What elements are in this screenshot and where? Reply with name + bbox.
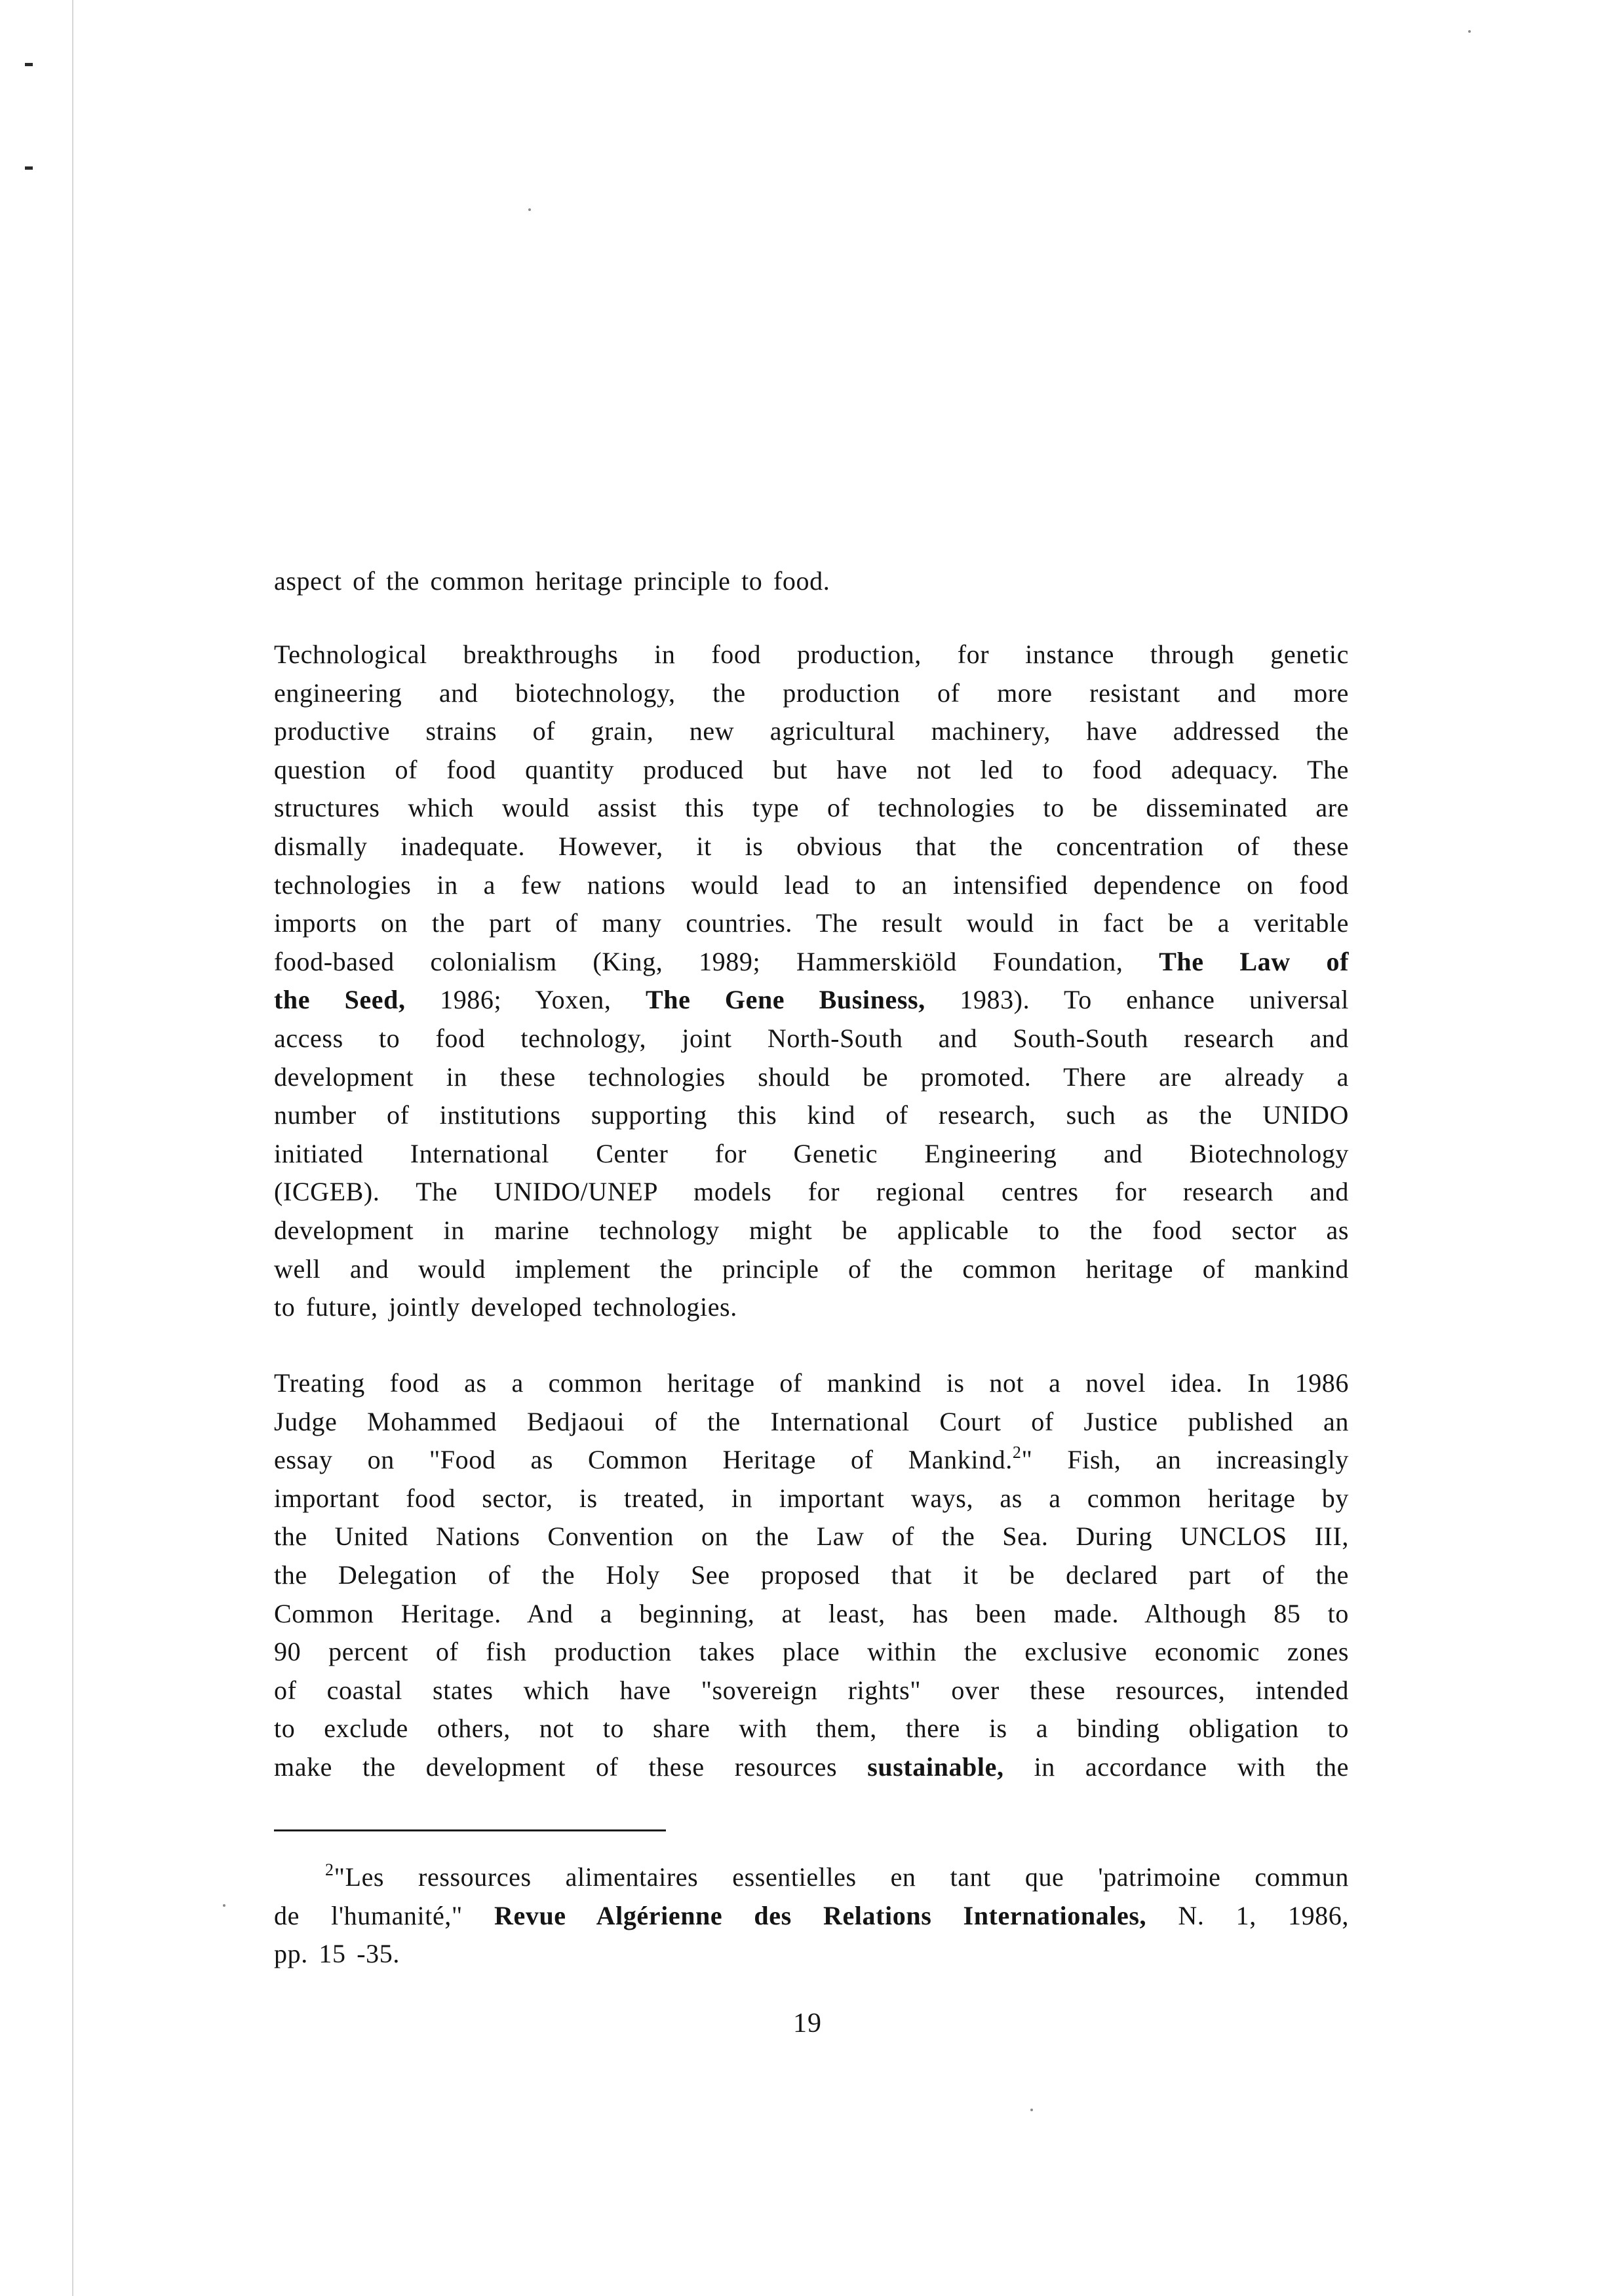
paragraph-technology bbox=[274, 636, 1349, 1327]
scan-speck bbox=[1468, 30, 1471, 33]
text-line: imports on the part of many countries. The result would in fact be a veritable bbox=[274, 908, 1349, 938]
text-line: question of food quantity produced but have not led to food adequacy. The bbox=[274, 754, 1349, 784]
book-title-law-of-the-seed-end: the Seed, bbox=[274, 985, 406, 1015]
text-line: to exclude others, not to share with them, there is a binding obligation to bbox=[274, 1713, 1349, 1744]
text-run: food-based colonialism (King, 1989; Hammerskiöld Foundation, bbox=[274, 946, 1123, 976]
text-run: make the development of these resources bbox=[274, 1751, 838, 1782]
text-run: N. 1, 1986, bbox=[1178, 1900, 1349, 1930]
text-line: pp. 15 -35. bbox=[274, 1939, 400, 1969]
text-run: 1986; Yoxen, bbox=[440, 985, 612, 1015]
scan-speck bbox=[223, 1904, 225, 1907]
scan-edge-mark bbox=[25, 166, 33, 170]
text-line: development in these technologies should be promoted. There are already a bbox=[274, 1062, 1349, 1092]
text-line: access to food technology, joint North-South and South-South research and bbox=[274, 1023, 1349, 1053]
text-line: number of institutions supporting this kind of research, such as the UNIDO bbox=[274, 1100, 1349, 1130]
text-run: in accordance with the bbox=[1034, 1751, 1349, 1782]
footnote-marker: 2 bbox=[325, 1860, 334, 1879]
text-run: "Les ressources alimentaires essentielles en tant que 'patrimoine commun bbox=[334, 1862, 1349, 1892]
text-line: engineering and biotechnology, the production of more resistant and more bbox=[274, 678, 1349, 708]
scan-edge-line bbox=[72, 0, 73, 2296]
text-line bbox=[274, 1897, 1349, 1936]
emphasis-sustainable: sustainable, bbox=[867, 1751, 1004, 1782]
text-line: of coastal states which have "sovereign rights" over these resources, intended bbox=[274, 1675, 1349, 1705]
text-line bbox=[274, 981, 1349, 1020]
text-line: technologies in a few nations would lead to an intensified dependence on food bbox=[274, 870, 1349, 900]
text-line bbox=[274, 1748, 1349, 1787]
text-line: well and would implement the principle of the common heritage of mankind bbox=[274, 1253, 1349, 1284]
text-line: Technological breakthroughs in food production, for instance through genetic bbox=[274, 640, 1349, 669]
text-line: Treating food as a common heritage of mankind is not a novel idea. In 1986 bbox=[274, 1368, 1349, 1398]
text-line: development in marine technology might be applicable to the food sector as bbox=[274, 1215, 1349, 1245]
scan-speck bbox=[528, 208, 531, 211]
text-run: " Fish, an increasingly bbox=[1021, 1445, 1350, 1475]
page-number: 19 bbox=[793, 2008, 822, 2038]
text-line: Common Heritage. And a beginning, at least, has been made. Although 85 to bbox=[274, 1598, 1349, 1628]
text-line: the United Nations Convention on the Law of the Sea. During UNCLOS III, bbox=[274, 1521, 1349, 1552]
text-run: essay on "Food as Common Heritage of Mankind. bbox=[274, 1445, 1013, 1475]
text-line: structures which would assist this type of technologies to be disseminated are bbox=[274, 793, 1349, 823]
text-line: aspect of the common heritage principle to food. bbox=[274, 566, 830, 596]
text-line: to future, jointly developed technologies. bbox=[274, 1292, 737, 1322]
paragraph-food-heritage bbox=[274, 1364, 1349, 1787]
text-line: (ICGEB). The UNIDO/UNEP models for regional centres for research and bbox=[274, 1177, 1349, 1207]
journal-title: Revue Algérienne des Relations Internationales, bbox=[494, 1900, 1147, 1930]
text-line: 90 percent of fish production takes place within the exclusive economic zones bbox=[274, 1637, 1349, 1667]
text-run: de l'humanité," bbox=[274, 1900, 463, 1930]
text-run: 1983). To enhance universal bbox=[960, 985, 1349, 1015]
text-line: important food sector, is treated, in important ways, as a common heritage by bbox=[274, 1483, 1349, 1513]
text-line: initiated International Center for Genetic Engineering and Biotechnology bbox=[274, 1138, 1349, 1168]
intro-paragraph bbox=[274, 562, 1349, 601]
footnote-separator bbox=[274, 1829, 666, 1831]
scan-speck bbox=[1030, 2109, 1033, 2111]
text-line: dismally inadequate. However, it is obvious that the concentration of these bbox=[274, 831, 1349, 861]
book-title-gene-business: The Gene Business, bbox=[645, 985, 925, 1015]
text-line: the Delegation of the Holy See proposed that it be declared part of the bbox=[274, 1559, 1349, 1590]
text-line bbox=[274, 1441, 1349, 1480]
text-line bbox=[274, 1858, 1349, 1897]
scan-edge-mark bbox=[25, 63, 33, 66]
text-line: productive strains of grain, new agricultural machinery, have addressed the bbox=[274, 716, 1349, 746]
text-line bbox=[274, 943, 1349, 982]
footnote-reference: 2 bbox=[1012, 1443, 1022, 1463]
book-title-law-of-the-seed: The Law of bbox=[1159, 946, 1349, 976]
footnote bbox=[274, 1858, 1349, 1974]
text-line: Judge Mohammed Bedjaoui of the International Court of Justice published an bbox=[274, 1406, 1349, 1436]
